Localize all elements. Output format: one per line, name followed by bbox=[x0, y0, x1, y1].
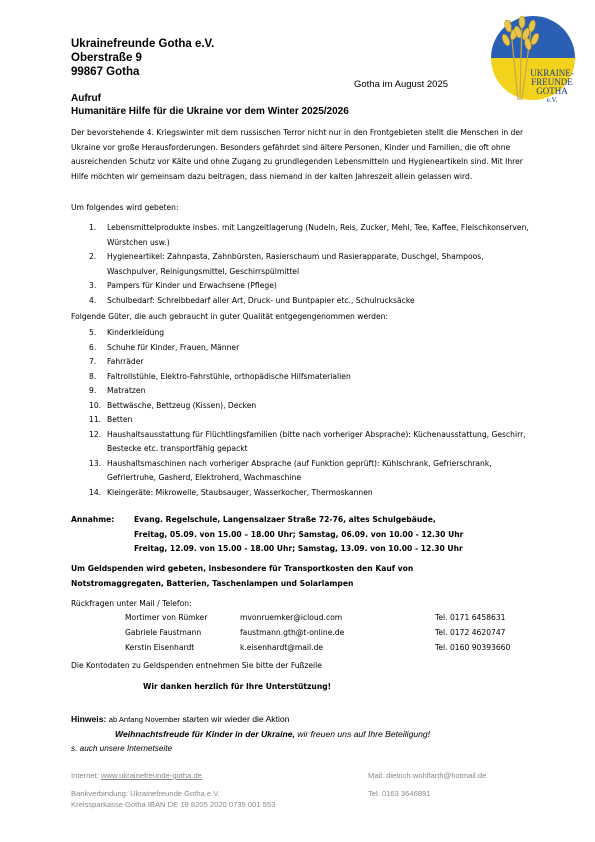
item-text: Schulbedarf: Schreibbedarf aller Art, Druck- und Buntpapier etc., Schulrucksäcke bbox=[107, 295, 415, 305]
list-item bbox=[89, 413, 529, 428]
donation-request bbox=[71, 562, 413, 591]
contact-name: Mortimer von Rümker bbox=[125, 613, 208, 622]
list-item bbox=[89, 341, 529, 356]
website-hint: s. auch unsere Internetseite bbox=[71, 744, 173, 753]
logo-text-line3: GOTHA bbox=[536, 86, 568, 96]
contact-intro: Rückfragen unter Mail / Telefon: bbox=[71, 599, 192, 608]
item-number: 14. bbox=[89, 487, 102, 497]
letter-heading bbox=[71, 92, 349, 118]
item-text: Bettwäsche, Bettzeug (Kissen), Decken bbox=[107, 400, 257, 410]
footer-internet bbox=[71, 771, 202, 780]
item-text: Kinderkleidung bbox=[107, 328, 165, 337]
item-number: 6. bbox=[89, 342, 97, 352]
contact-name: Kerstin Eisenhardt bbox=[125, 643, 195, 652]
footer-iban: Kreissparkasse Gotha IBAN DE 19 8205 2020 0735 001 553 bbox=[71, 800, 276, 809]
item-text: Matratzen bbox=[107, 386, 146, 395]
list-item bbox=[89, 399, 529, 414]
donation-line-1: Um Geldspenden wird gebeten, insbesondere für Transportkosten den Kauf von bbox=[71, 564, 414, 573]
list-item bbox=[89, 370, 529, 385]
contacts-table bbox=[125, 611, 545, 656]
list-item bbox=[89, 457, 529, 486]
ukrainefreunde-logo bbox=[488, 12, 578, 104]
contact-row bbox=[125, 641, 545, 656]
sender-city: 99867 Gotha bbox=[71, 66, 140, 78]
item-number: 2. bbox=[89, 252, 97, 261]
item-number: 1. bbox=[89, 223, 97, 232]
footer-tel: Tel. 0163 3646891 bbox=[368, 789, 431, 798]
item-text: Kleingeräte: Mikrowelle, Staubsauger, Wasserkocher, Thermoskannen bbox=[107, 487, 373, 497]
contact-name: Gabriele Faustmann bbox=[125, 628, 202, 637]
drop-off-details bbox=[134, 513, 514, 557]
contact-row bbox=[125, 611, 545, 626]
drop-off-times-1: Freitag, 05.09. von 15.00 – 18.00 Uhr; Samstag, 06.09. von 10.00 - 12.30 Uhr bbox=[134, 529, 464, 539]
contact-mail[interactable]: k.eisenhardt@mail.de bbox=[240, 643, 324, 652]
campaign-name: Weihnachtsfreude für Kinder in der Ukraine, bbox=[115, 729, 295, 739]
drop-off-label: Annahme: bbox=[71, 515, 115, 524]
list-item bbox=[89, 486, 529, 501]
drop-off-location: Evang. Regelschule, Langensalzaer Straße 72-76, altes Schulgebäude, bbox=[134, 515, 436, 524]
item-number: 13. bbox=[89, 458, 102, 468]
item-text: Betten bbox=[107, 415, 133, 424]
contact-tel: Tel. 0171 6458631 bbox=[435, 613, 506, 622]
item-number: 8. bbox=[89, 371, 97, 381]
heading-title: Humanitäre Hilfe für die Ukraine vor dem Winter 2025/2026 bbox=[71, 106, 349, 117]
item-number: 7. bbox=[89, 357, 97, 366]
contact-tel: Tel. 0160 90393660 bbox=[435, 643, 511, 652]
footer-internet-label: Internet: bbox=[71, 771, 99, 780]
list-item bbox=[89, 294, 529, 309]
contact-mail[interactable]: faustmann.gth@t-online.de bbox=[240, 628, 345, 637]
list-item bbox=[89, 384, 529, 399]
logo-blue-half bbox=[488, 12, 578, 58]
intro-paragraph: Der bevorstehende 4. Kriegswinter mit dem russischen Terror nicht nur in den Frontgebieten stellt die Menschen in der Ukraine vor große Herausforderungen. Besonders gefährdet sind ältere Personen, Kinder und Familien, die oft ohne ausreichenden Schutz vor Kälte und ohne Zugang zu grundlegenden Lebensmitteln und Hygieneartikeln sind. Mit Ihrer Hilfe möchten wir gemeinsam dazu beitragen, dass niemand in der kalten Jahreszeit allein gelassen wird. bbox=[71, 128, 524, 181]
list-item bbox=[89, 279, 529, 294]
donation-line-2: Notstromaggregaten, Batterien, Taschenlampen und Solarlampen bbox=[71, 578, 354, 588]
ask-line: Um folgendes wird gebeten: bbox=[71, 203, 179, 212]
list-item bbox=[89, 355, 529, 370]
item-number: 4. bbox=[89, 295, 97, 305]
item-text: Schuhe für Kinder, Frauen, Männer bbox=[107, 342, 240, 352]
notice-label: Hinweis: bbox=[71, 714, 107, 724]
letter-date: Gotha im August 2025 bbox=[354, 79, 449, 90]
account-note: Die Kontodaten zu Geldspenden entnehmen Sie bitte der Fußzeile bbox=[71, 661, 322, 670]
item-number: 10. bbox=[89, 400, 102, 410]
notice-line bbox=[71, 714, 289, 724]
item-text: Faltrollstühle, Elektro-Fahrstühle, orthopädische Hilfsmaterialien bbox=[107, 371, 351, 381]
footer-mail: Mail: dietrich.wohlfarth@hotmail.de bbox=[368, 771, 487, 780]
footer-website-link[interactable]: www.ukrainefreunde-gotha.de bbox=[101, 771, 202, 780]
list-item bbox=[89, 250, 529, 279]
contact-tel: Tel. 0172 4620747 bbox=[435, 628, 506, 637]
item-number: 3. bbox=[89, 281, 97, 290]
sender-address bbox=[71, 37, 214, 79]
item-number: 12. bbox=[89, 429, 102, 439]
notice-date: ab Anfang November bbox=[108, 715, 181, 724]
logo-text-line1: UKRAINE- bbox=[530, 68, 574, 78]
item-text: Haushaltsausstattung für Flüchtlingsfamilien (bitte nach vorheriger Absprache): Küchenausstattung, Geschirr, Bestecke etc. transportfähig gepackt bbox=[107, 429, 526, 453]
list-item bbox=[89, 428, 529, 457]
item-text: Lebensmittelprodukte insbes. mit Langzeitlagerung (Nudeln, Reis, Zucker, Mehl, Tee, Kaffee, Fleischkonserven, Würstchen usw.) bbox=[107, 223, 529, 247]
campaign-invite: wir freuen uns auf Ihre Beteiligung! bbox=[297, 729, 431, 739]
item-number: 9. bbox=[89, 386, 97, 395]
item-text: Pampers für Kinder und Erwachsene (Pflege) bbox=[107, 281, 277, 290]
list-item bbox=[89, 326, 529, 341]
heading-label: Aufruf bbox=[71, 93, 101, 104]
item-text: Fahrräder bbox=[107, 357, 144, 366]
contact-mail[interactable]: mvonruemker@icloud.com bbox=[240, 613, 343, 622]
list-item bbox=[89, 221, 529, 250]
requested-items-list bbox=[89, 221, 529, 308]
used-goods-list bbox=[89, 326, 529, 500]
item-number: 5. bbox=[89, 328, 97, 337]
goods-intro: Folgende Güter, die auch gebraucht in guter Qualität entgegengenommen werden: bbox=[71, 312, 389, 321]
contact-row bbox=[125, 626, 545, 641]
drop-off-times-2: Freitag, 12.09. von 15.00 - 18.00 Uhr; Samstag, 13.09. von 10.00 - 12.30 Uhr bbox=[134, 544, 463, 553]
logo-text-line4: e.V. bbox=[546, 96, 558, 104]
campaign-line bbox=[115, 729, 430, 739]
notice-text: starten wir wieder die Aktion bbox=[182, 714, 290, 724]
item-text: Hygieneartikel: Zahnpasta, Zahnbürsten, Rasierschaum und Rasierapparate, Duschgel, Shampoos, Waschpulver, Reinigungsmittel, Geschirrspülmittel bbox=[107, 252, 484, 276]
item-text: Haushaltsmaschinen nach vorheriger Absprache (auf Funktion geprüft): Kühlschrank, Gefrierschrank, Gefriertruhe, Gasherd, Elektroherd, Wachmaschine bbox=[107, 458, 492, 482]
sender-street: Oberstraße 9 bbox=[71, 52, 142, 64]
logo-text-line2: FREUNDE bbox=[531, 77, 573, 87]
thanks-line: Wir danken herzlich für Ihre Unterstützung! bbox=[143, 682, 332, 691]
footer-bank: Bankverbindung: Ukrainefreunde Gotha e.V. bbox=[71, 789, 220, 798]
item-number: 11. bbox=[89, 415, 102, 424]
sender-name: Ukrainefreunde Gotha e.V. bbox=[71, 38, 215, 50]
